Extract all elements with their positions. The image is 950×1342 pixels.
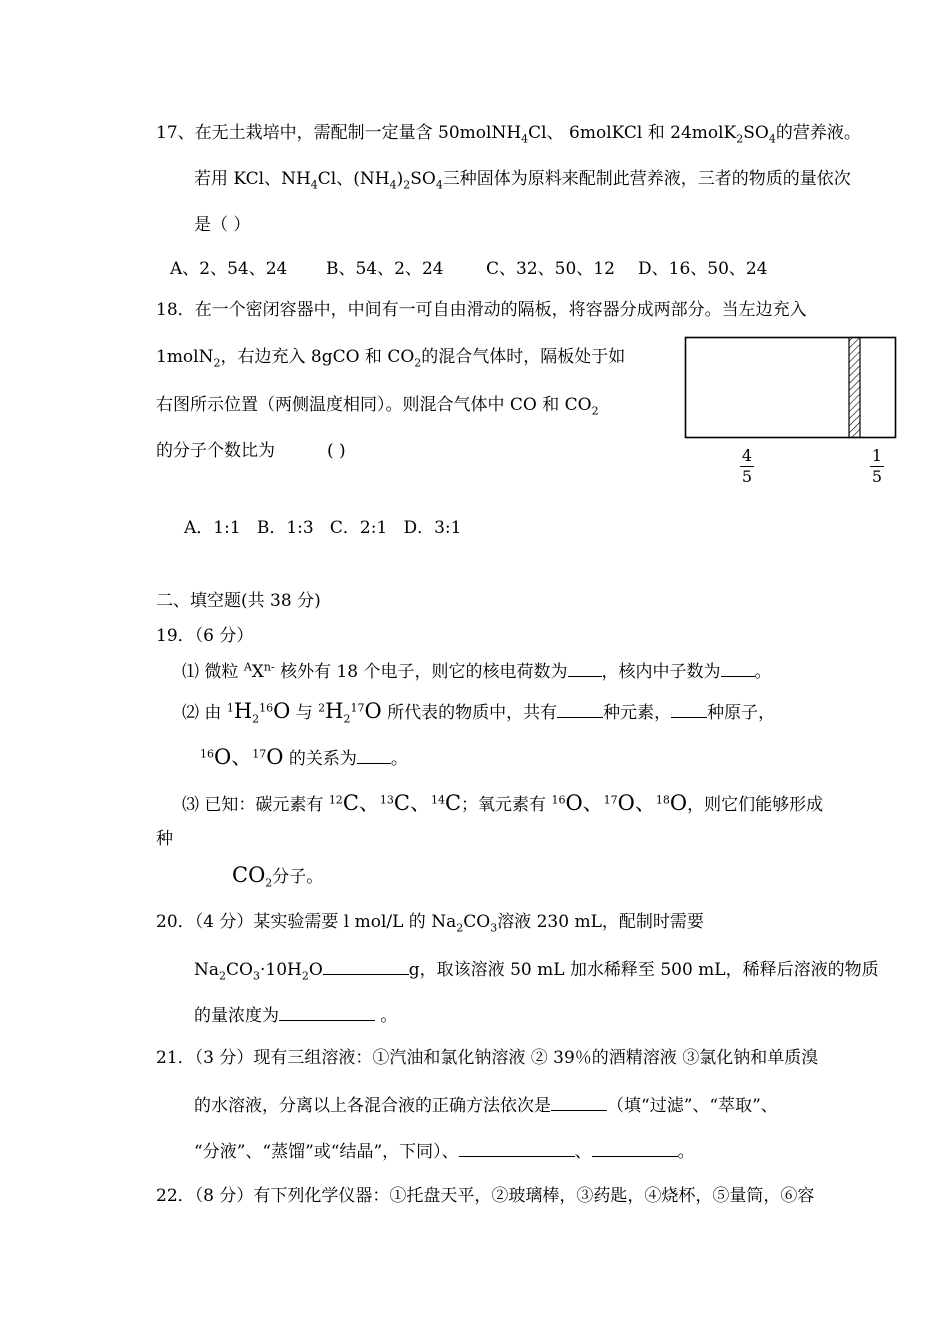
q17-line2: 若用 KCl、$NH_4Cl$、$(NH_4)_2SO_4$三种固体为原料来配制此营养液，三者的物质的量依次	[194, 169, 851, 192]
blank-19-4[interactable]	[671, 701, 707, 718]
blank-19-1[interactable]	[568, 660, 602, 677]
container-diagram	[684, 336, 898, 442]
section-title: 二、填空题(共 38 分)	[156, 591, 321, 611]
q21-line1: 21．（3 分）现有三组溶液：①汽油和氯化钠溶液 ② 39％的酒精溶液 ③氯化钠和单质溴	[156, 1048, 819, 1068]
q19-part3: ⑶ 已知：碳元素有 $^{12}$C、$^{13}$C、$^{14}$C；氧元素有 $^{16}$O、$^{17}$O、$^{18}$O，则它们能够形成	[182, 791, 824, 815]
q19-part1: ⑴ 微粒 $^AX^{n-}$ 核外有 18 个电子，则它的核电荷数为 ，核内中子数为 。	[182, 660, 772, 682]
q17-line3: 是（ ）	[194, 215, 251, 235]
blank-19-5[interactable]	[357, 747, 391, 764]
blank-19-2[interactable]	[721, 660, 755, 677]
fraction-right: 1 5	[871, 446, 883, 486]
q18-line3: 右图所示位置（两侧温度相同）。则混合气体中 CO 和 $CO_2$	[156, 395, 599, 418]
q22-line1: 22．（8 分）有下列化学仪器：①托盘天平，②玻璃棒，③药匙，④烧杯，⑤量筒，⑥容	[156, 1186, 815, 1206]
q18-options: A．1:1 B．1:3 C．2:1 D．3:1	[184, 518, 462, 538]
q20-line2: $Na_2CO_3\cdot 10H_2O$ g，取该溶液 50 mL 加水稀释至 500 mL，稀释后溶液的物质	[194, 960, 879, 983]
q19-part2b: $^{16}$O、$^{17}$O 的关系为 。	[200, 745, 408, 769]
q18-line4: 的分子个数比为 ( )	[156, 441, 346, 461]
blank-19-3[interactable]	[557, 701, 603, 718]
q17-option-b: B、54、2、24	[326, 259, 444, 279]
q18-line2: 1molN$_2$，右边充入 8gCO 和 $CO_2$的混合气体时，隔板处于如	[156, 347, 626, 370]
q19-part3-tail: 种	[156, 829, 173, 849]
container-box	[686, 338, 896, 438]
blank-20-1[interactable]	[323, 958, 409, 975]
q18-line1: 18．在一个密闭容器中，中间有一可自由滑动的隔板，将容器分成两部分。当左边充入	[156, 300, 807, 320]
q17-options	[170, 258, 768, 280]
q19-co2: $CO_2$分子。	[232, 863, 324, 890]
q21-line3: “分液”、“蒸馏”或“结晶”，下同）、 、 。	[194, 1142, 695, 1162]
fraction-left: 4 5	[741, 446, 753, 486]
q17-option-a: A、2、54、24	[170, 259, 288, 279]
sliding-partition	[849, 338, 860, 438]
q17-option-d: D、16、50、24	[638, 259, 768, 279]
blank-21-3[interactable]	[592, 1140, 678, 1157]
q19-part2: ⑵ 由 $^1H_2^{16}O$ 与 $^2H_2^{17}O$ 所代表的物质中，共有 种元素， 种原子，	[182, 699, 776, 726]
q17-line1: 17、在无土栽培中，需配制一定量含 50molNH$_4$Cl、 6molKCl 和 $24molK_2SO_4$的营养液。	[156, 123, 861, 146]
blank-21-1[interactable]	[551, 1094, 607, 1111]
q20-line3: 的量浓度为 。	[194, 1006, 398, 1026]
q21-line2: 的水溶液，分离以上各混合液的正确方法依次是 （填“过滤”、“萃取”、	[194, 1096, 778, 1116]
blank-20-2[interactable]	[279, 1004, 375, 1021]
q19-head: 19．（6 分）	[156, 626, 254, 646]
blank-21-2[interactable]	[459, 1140, 575, 1157]
q17-option-c: C、32、50、12	[486, 259, 615, 279]
q20-line1: 20．（4 分）某实验需要 l mol/L 的 $Na_2CO_3$溶液 230 mL，配制时需要	[156, 912, 704, 935]
